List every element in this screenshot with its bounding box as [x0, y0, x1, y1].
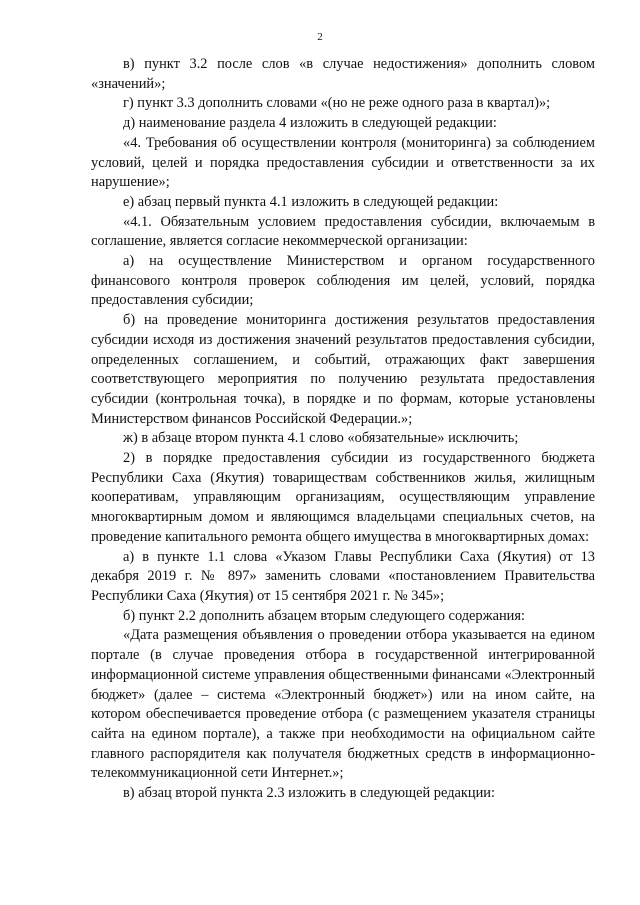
paragraph-section-4-heading-text: «4. Требования об осуществлении контроля (мониторинга) за соблюдением условий, целей и порядка предоставления субсидии и ответственности за их нарушение»; — [91, 134, 595, 191]
paragraph-v-point-3-2: в) пункт 3.2 после слов «в случае недостижения» дополнить словом «значений»; — [91, 56, 595, 92]
document-body — [91, 55, 595, 804]
paragraph-item-2-b-text: «Дата размещения объявления о проведении отбора указывается на едином портале (в случае проведения отбора в государственной интегрированной информационной системе управления общественными финансами «Электронный бюджет» (далее – система «Электронный бюджет») или на ином сайте, на котором обеспечивается проведение отбора (с размещением указателя страницы сайта на едином портале), а также при необходимости на официальном сайте главного распорядителя как получателя бюджетных средств в информационно-телекоммуникационной сети Интернет.»; — [91, 627, 595, 782]
paragraph-subpoint-b: б) на проведение мониторинга достижения результатов предоставления субсидии исходя из достижения значений результатов предоставления субсидии, определенных соглашением, и событий, отражающих факт завершения соответствующего мероприятия по получению результата предоставления субсидии (контрольная точка), в порядке и по формам, которые установлены Министерством финансов Российской Федерации.»; — [91, 312, 595, 427]
page-number: 2 — [317, 31, 323, 43]
paragraph-g-point-3-3: г) пункт 3.3 дополнить словами «(но не реже одного раза в квартал)»; — [123, 95, 551, 112]
paragraph-e-point-4-1: е) абзац первый пункта 4.1 изложить в следующей редакции: — [123, 193, 499, 210]
paragraph-point-4-1-text: «4.1. Обязательным условием предоставления субсидии, включаемым в соглашение, является согласие некоммерческой организации: — [91, 213, 595, 250]
paragraph-zh-point-4-1: ж) в абзаце втором пункта 4.1 слово «обязательные» исключить; — [123, 430, 519, 447]
paragraph-item-2-v: в) абзац второй пункта 2.3 изложить в следующей редакции: — [123, 785, 496, 802]
paragraph-d-section-4-title: д) наименование раздела 4 изложить в следующей редакции: — [123, 115, 497, 132]
paragraph-subpoint-a: а) на осуществление Министерством и органом государственного финансового контроля проверок соблюдения им целей, условий, порядка предоставления субсидии; — [91, 253, 595, 309]
paragraph-item-2: 2) в порядке предоставления субсидии из государственного бюджета Республики Саха (Якутия) товариществам собственников жилья, жилищным кооперативам, управляющим организациям, осуществляющим управление многоквартирным домом и являющимся владельцами специальных счетов, на проведение капитального ремонта общего имущества в многоквартирных домах: — [91, 450, 595, 545]
paragraph-item-2-a: а) в пункте 1.1 слова «Указом Главы Республики Саха (Якутия) от 13 декабря 2019 г. № 897» заменить словами «постановлением Правительства Республики Саха (Якутия) от 15 сентября 2021 г. № 345»; — [91, 548, 595, 604]
paragraph-item-2-b: б) пункт 2.2 дополнить абзацем вторым следующего содержания: — [123, 607, 525, 624]
